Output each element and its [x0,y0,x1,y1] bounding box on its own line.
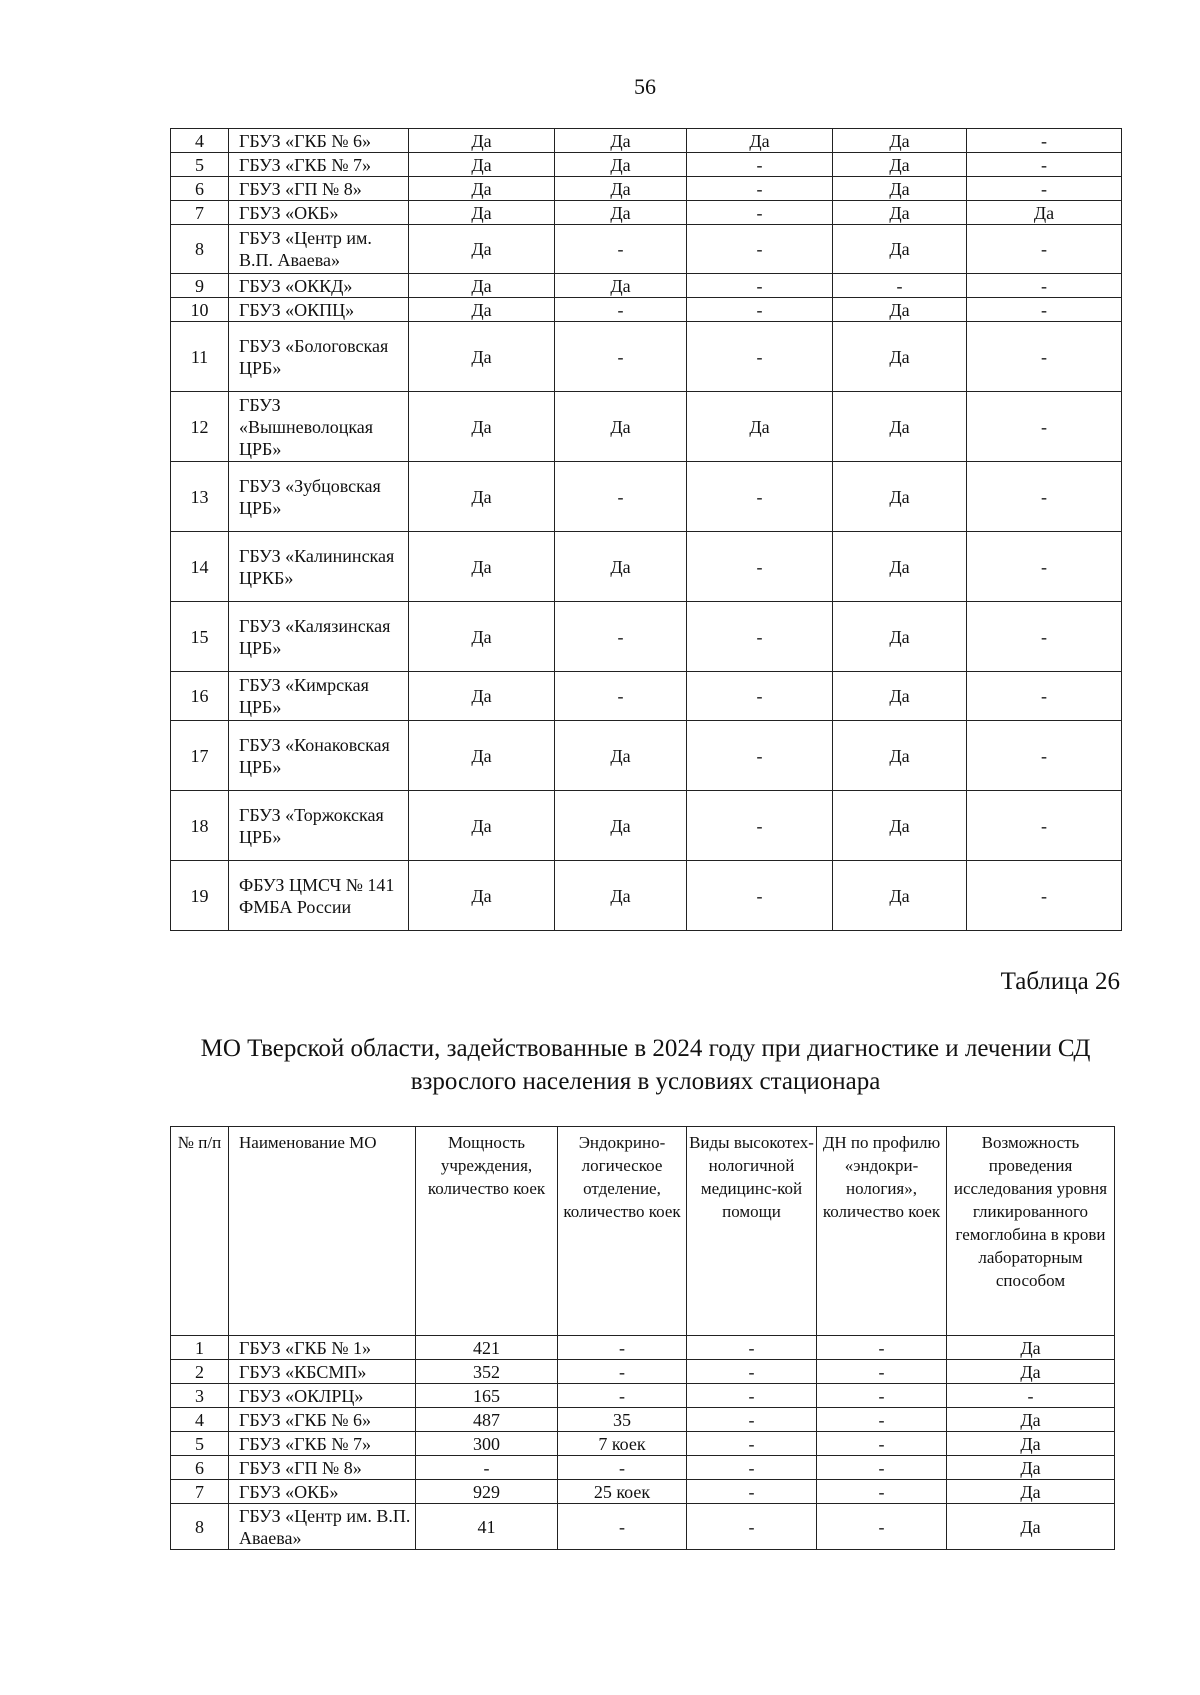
cell-c5: - [967,721,1122,791]
cell-c3: - [687,791,833,861]
cell-c2: Да [555,791,687,861]
cell-c3: - [687,153,833,177]
cell-num: 18 [171,791,229,861]
header-capacity: Мощность учреждения, количество коек [416,1127,558,1336]
table-title: МО Тверской области, задействованные в 2024 году при диагностике и лечении СД взрослого населения в условиях стационара [200,1035,1091,1095]
cell-c3: - [687,225,833,274]
cell-hba1c: Да [947,1408,1115,1432]
cell-num: 7 [171,201,229,225]
cell-endo-dept: - [558,1456,687,1480]
table-row [171,1456,1115,1480]
cell-num: 10 [171,298,229,322]
cell-c3: - [687,322,833,392]
cell-num: 5 [171,1432,229,1456]
table-row [171,1384,1115,1408]
cell-hitech: - [687,1480,817,1504]
cell-dn: - [817,1480,947,1504]
cell-num: 6 [171,177,229,201]
cell-c2: - [555,322,687,392]
cell-num: 9 [171,274,229,298]
cell-c1: Да [409,322,555,392]
cell-name: ГБУЗ «ГКБ № 7» [229,1432,416,1456]
table-row [171,1360,1115,1384]
header-hitech: Виды высокотех-нологичной медицинс-кой помощи [687,1127,817,1336]
cell-name: ГБУЗ «Калининская ЦРКБ» [229,532,409,602]
cell-c5: - [967,322,1122,392]
table-row [171,721,1122,791]
table-row [171,1480,1115,1504]
cell-c5: - [967,177,1122,201]
cell-endo-dept: - [558,1504,687,1550]
cell-c5: - [967,298,1122,322]
table-row [171,298,1122,322]
cell-name: ГБУЗ «ОКБ» [229,1480,416,1504]
cell-capacity: 421 [416,1336,558,1360]
cell-c4: Да [833,462,967,532]
header-num: № п/п [171,1127,229,1336]
table-row [171,1408,1115,1432]
cell-c5: - [967,129,1122,153]
table-caption: Таблица 26 [1000,968,1120,995]
cell-name: ГБУЗ «ОКБ» [229,201,409,225]
cell-hba1c: Да [947,1456,1115,1480]
header-dn: ДН по профилю «эндокри-нология», количество коек [817,1127,947,1336]
cell-name: ГБУЗ «Конаковская ЦРБ» [229,721,409,791]
cell-c4: Да [833,225,967,274]
cell-dn: - [817,1432,947,1456]
cell-c3: - [687,602,833,672]
table-row [171,672,1122,721]
cell-name: ГБУЗ «Центр им. В.П. Аваева» [229,225,409,274]
cell-c1: Да [409,532,555,602]
cell-hitech: - [687,1504,817,1550]
cell-num: 16 [171,672,229,721]
cell-c4: Да [833,791,967,861]
table-row [171,274,1122,298]
cell-name: ГБУЗ «Торжокская ЦРБ» [229,791,409,861]
cell-c5: Да [967,201,1122,225]
cell-capacity: 165 [416,1384,558,1408]
header-endo-dept: Эндокрино-логическое отделение, количество коек [558,1127,687,1336]
cell-c4: Да [833,861,967,931]
cell-c3: - [687,177,833,201]
cell-dn: - [817,1408,947,1432]
cell-dn: - [817,1360,947,1384]
cell-c1: Да [409,129,555,153]
cell-c1: Да [409,672,555,721]
table-row [171,861,1122,931]
cell-name: ГБУЗ «ГКБ № 1» [229,1336,416,1360]
cell-c4: Да [833,672,967,721]
cell-name: ГБУЗ «ОККД» [229,274,409,298]
table-row [171,532,1122,602]
cell-dn: - [817,1456,947,1480]
cell-num: 3 [171,1384,229,1408]
cell-endo-dept: 7 коек [558,1432,687,1456]
cell-capacity: 41 [416,1504,558,1550]
cell-c2: Да [555,177,687,201]
cell-c3: - [687,721,833,791]
cell-c1: Да [409,177,555,201]
cell-name: ГБУЗ «ГКБ № 6» [229,129,409,153]
cell-hitech: - [687,1432,817,1456]
cell-num: 12 [171,392,229,462]
table-row [171,225,1122,274]
cell-hitech: - [687,1360,817,1384]
cell-name: ГБУЗ «Кимрская ЦРБ» [229,672,409,721]
cell-name: ГБУЗ «Вышневолоцкая ЦРБ» [229,392,409,462]
cell-hba1c: Да [947,1480,1115,1504]
table-row [171,129,1122,153]
cell-c4: Да [833,177,967,201]
cell-c3: - [687,532,833,602]
table-row [171,177,1122,201]
cell-capacity: 929 [416,1480,558,1504]
cell-num: 1 [171,1336,229,1360]
cell-c5: - [967,791,1122,861]
hospital-diabetes-table [170,1126,1115,1550]
cell-num: 8 [171,225,229,274]
table-row [171,153,1122,177]
cell-c2: Да [555,153,687,177]
cell-c3: - [687,298,833,322]
cell-c1: Да [409,298,555,322]
cell-hba1c: Да [947,1432,1115,1456]
cell-capacity: 352 [416,1360,558,1384]
cell-endo-dept: - [558,1360,687,1384]
cell-c3: - [687,201,833,225]
cell-num: 14 [171,532,229,602]
cell-c1: Да [409,791,555,861]
cell-name: ГБУЗ «КБСМП» [229,1360,416,1384]
cell-name: ГБУЗ «Зубцовская ЦРБ» [229,462,409,532]
cell-name: ГБУЗ «Калязинская ЦРБ» [229,602,409,672]
cell-name: ГБУЗ «ОКЛРЦ» [229,1384,416,1408]
cell-c2: - [555,462,687,532]
cell-c4: Да [833,602,967,672]
cell-num: 2 [171,1360,229,1384]
cell-c5: - [967,602,1122,672]
cell-c5: - [967,672,1122,721]
table-row [171,322,1122,392]
cell-hitech: - [687,1408,817,1432]
cell-hitech: - [687,1336,817,1360]
cell-name: ГБУЗ «Центр им. В.П. Аваева» [229,1504,416,1550]
cell-c5: - [967,153,1122,177]
cell-c2: - [555,672,687,721]
cell-hba1c: - [947,1384,1115,1408]
cell-c4: Да [833,201,967,225]
cell-c5: - [967,225,1122,274]
cell-num: 19 [171,861,229,931]
cell-c4: Да [833,392,967,462]
cell-dn: - [817,1336,947,1360]
page-number: 56 [634,74,656,99]
cell-endo-dept: 25 коек [558,1480,687,1504]
header-name: Наименование МО [229,1127,416,1336]
cell-c4: Да [833,721,967,791]
cell-c2: Да [555,721,687,791]
table-row [171,1504,1115,1550]
cell-name: ГБУЗ «ГКБ № 7» [229,153,409,177]
cell-c2: Да [555,532,687,602]
cell-name: ГБУЗ «ГКБ № 6» [229,1408,416,1432]
cell-c1: Да [409,153,555,177]
cell-endo-dept: 35 [558,1408,687,1432]
cell-c5: - [967,392,1122,462]
cell-c3: - [687,861,833,931]
cell-c2: Да [555,861,687,931]
cell-c3: Да [687,392,833,462]
cell-c4: - [833,274,967,298]
cell-c4: Да [833,532,967,602]
cell-c1: Да [409,861,555,931]
cell-c4: Да [833,298,967,322]
cell-capacity: 487 [416,1408,558,1432]
cell-c3: - [687,672,833,721]
cell-c3: - [687,462,833,532]
cell-hitech: - [687,1384,817,1408]
cell-c2: - [555,602,687,672]
cell-name: ГБУЗ «ОКПЦ» [229,298,409,322]
cell-c2: - [555,298,687,322]
cell-c1: Да [409,602,555,672]
cell-endo-dept: - [558,1336,687,1360]
cell-c1: Да [409,201,555,225]
cell-c4: Да [833,129,967,153]
cell-capacity: - [416,1456,558,1480]
cell-c4: Да [833,153,967,177]
table-row [171,462,1122,532]
cell-c1: Да [409,721,555,791]
cell-c2: Да [555,201,687,225]
cell-num: 7 [171,1480,229,1504]
cell-hba1c: Да [947,1504,1115,1550]
cell-num: 4 [171,1408,229,1432]
cell-num: 6 [171,1456,229,1480]
table-row [171,1432,1115,1456]
cell-num: 5 [171,153,229,177]
cell-c3: - [687,274,833,298]
table-row [171,392,1122,462]
cell-c5: - [967,532,1122,602]
cell-name: ГБУЗ «ГП № 8» [229,177,409,201]
cell-name: ГБУЗ «Бологовская ЦРБ» [229,322,409,392]
facilities-table-continued [170,128,1122,931]
cell-hba1c: Да [947,1360,1115,1384]
cell-c4: Да [833,322,967,392]
cell-num: 8 [171,1504,229,1550]
cell-c1: Да [409,225,555,274]
cell-num: 17 [171,721,229,791]
table-row [171,791,1122,861]
cell-c2: Да [555,392,687,462]
cell-c2: Да [555,274,687,298]
cell-c1: Да [409,392,555,462]
cell-dn: - [817,1384,947,1408]
cell-hba1c: Да [947,1336,1115,1360]
cell-name: ГБУЗ «ГП № 8» [229,1456,416,1480]
cell-hitech: - [687,1456,817,1480]
cell-num: 4 [171,129,229,153]
table-row [171,602,1122,672]
cell-c2: Да [555,129,687,153]
cell-num: 15 [171,602,229,672]
cell-c2: - [555,225,687,274]
cell-c5: - [967,861,1122,931]
table-row [171,201,1122,225]
cell-c1: Да [409,462,555,532]
cell-dn: - [817,1504,947,1550]
cell-capacity: 300 [416,1432,558,1456]
header-hba1c: Возможность проведения исследования уровня гликированного гемоглобина в крови лабораторным способом [947,1127,1115,1336]
cell-c5: - [967,462,1122,532]
cell-name: ФБУЗ ЦМСЧ № 141 ФМБА России [229,861,409,931]
cell-num: 11 [171,322,229,392]
cell-c3: Да [687,129,833,153]
cell-c5: - [967,274,1122,298]
cell-c1: Да [409,274,555,298]
table-row [171,1336,1115,1360]
cell-num: 13 [171,462,229,532]
cell-endo-dept: - [558,1384,687,1408]
